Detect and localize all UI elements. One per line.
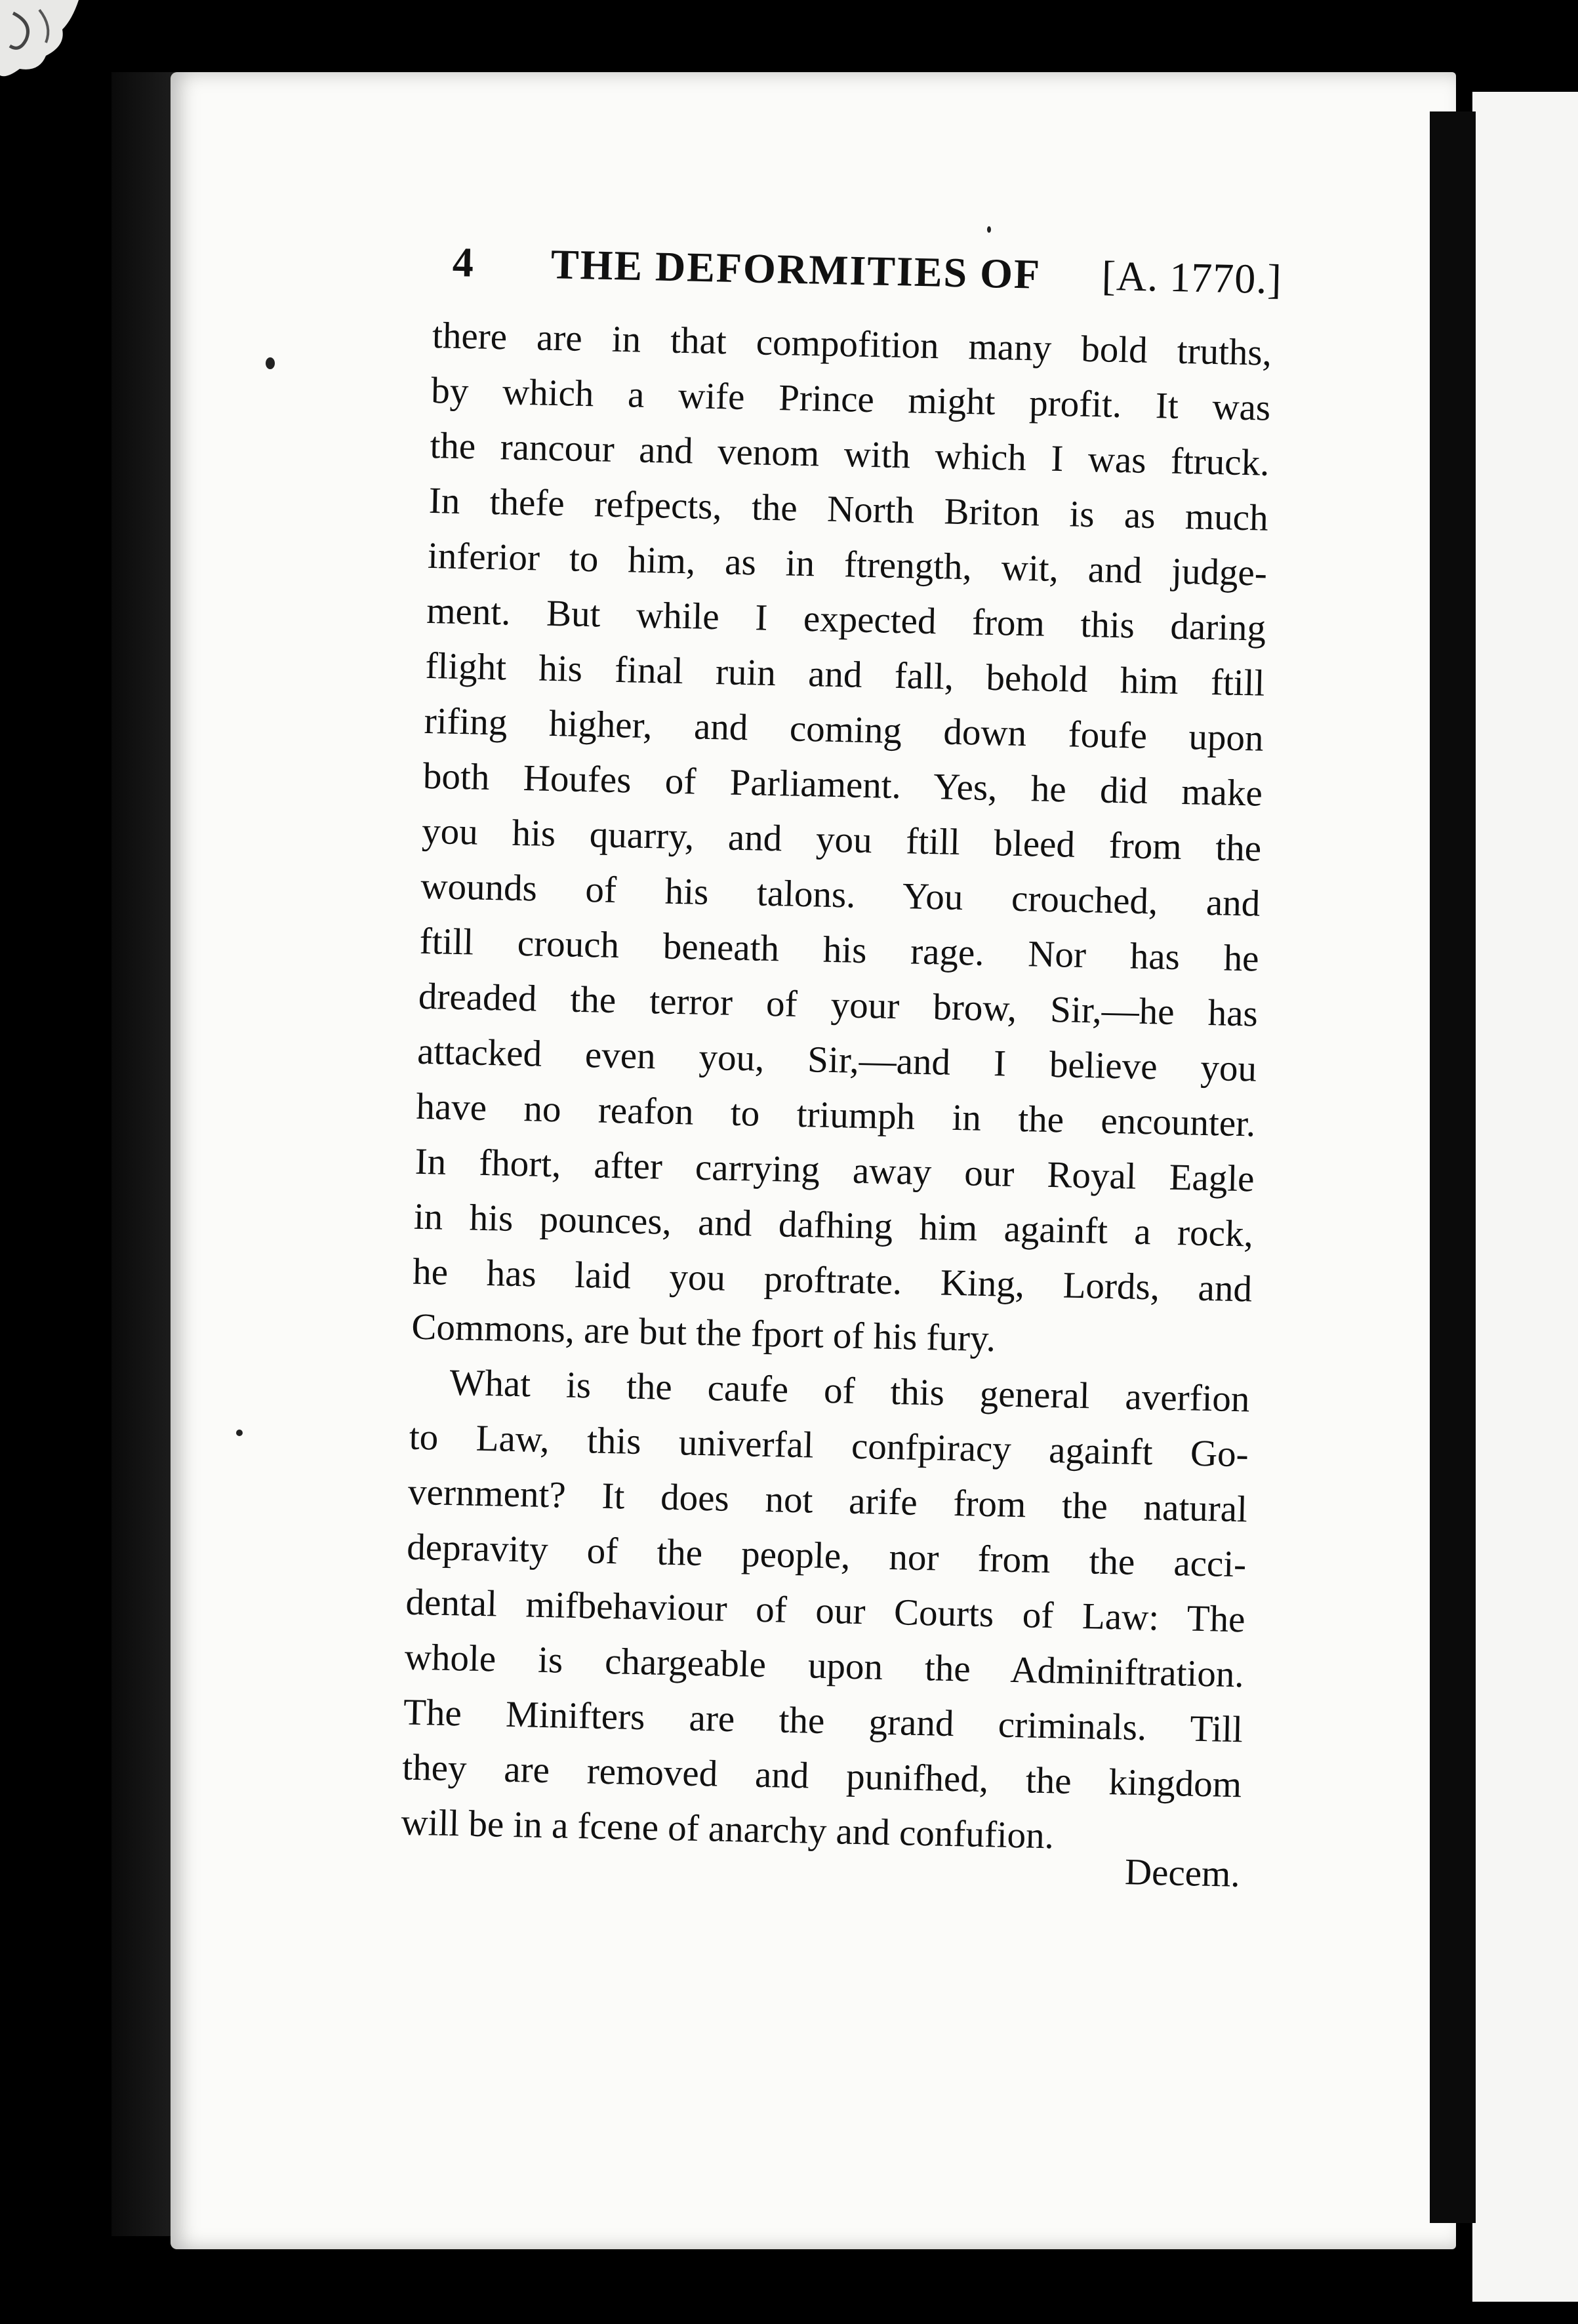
text-line: will be in a fcene of anarchy and confufion. — [400, 1801, 1055, 1857]
text-line: Commons, are but the fport of his fury. — [411, 1306, 996, 1360]
text-line: in his pounces, and dafhing him againft a rock, — [413, 1195, 1254, 1255]
text-line: The Minifters are the grand criminals. Till — [403, 1691, 1244, 1751]
text-line: to Law, this univerfal confpiracy againft Go- — [409, 1416, 1249, 1475]
running-year: [A. 1770.] — [1101, 252, 1283, 303]
ink-speck — [987, 226, 991, 233]
text-line: In thefe refpects, the North Briton is as much — [428, 479, 1269, 539]
page-edge-shadow — [1430, 111, 1476, 2223]
body-text — [401, 308, 1272, 1868]
text-line: both Houfes of Parliament. Yes, he did make — [422, 755, 1263, 814]
page-number: 4 — [452, 239, 475, 286]
text-line: ftill crouch beneath his rage. Nor has he — [419, 920, 1260, 980]
ink-speck — [266, 357, 275, 369]
catchword: Decem. — [1124, 1851, 1241, 1895]
text-line: whole is chargeable upon the Adminiftration. — [404, 1636, 1245, 1696]
text-line: there are in that compofition many bold truths, — [432, 314, 1272, 374]
text-line: vernment? It does not arife from the natural — [407, 1471, 1248, 1531]
text-line: the rancour and venom with which I was ftruck. — [429, 424, 1270, 484]
running-title: THE DEFORMITIES OF — [550, 241, 1042, 298]
text-line: What is the caufe of this general averfion — [449, 1361, 1251, 1420]
text-line: he has laid you proftrate. King, Lords, and — [412, 1251, 1253, 1310]
text-line: depravity of the people, nor from the acci- — [406, 1526, 1247, 1586]
text-line: you his quarry, and you ftill bleed from the — [421, 810, 1262, 870]
text-line: rifing higher, and coming down foufe upon — [424, 700, 1264, 759]
ink-speck — [236, 1430, 243, 1436]
text-line: have no reafon to triumph in the encounter. — [415, 1085, 1256, 1145]
text-line: In fhort, after carrying away our Royal Eagle — [415, 1140, 1255, 1200]
facing-page-edge — [1472, 92, 1578, 2302]
text-line: dreaded the terror of your brow, Sir,—he has — [418, 975, 1259, 1035]
text-line: attacked even you, Sir,—and I believe you — [416, 1030, 1257, 1090]
torn-corner-fragment — [0, 0, 85, 85]
text-line: flight his final ruin and fall, behold him ftill — [424, 645, 1265, 704]
text-line: by which a wife Prince might profit. It was — [430, 369, 1271, 429]
text-line: dental mifbehaviour of our Courts of Law: The — [405, 1581, 1246, 1641]
text-line: ment. But while I expected from this daring — [426, 590, 1266, 649]
text-line: inferior to him, as in ftrength, wit, and judge- — [427, 534, 1268, 594]
text-line: wounds of his talons. You crouched, and — [420, 865, 1261, 925]
text-line: they are removed and punifhed, the kingdom — [401, 1746, 1242, 1806]
